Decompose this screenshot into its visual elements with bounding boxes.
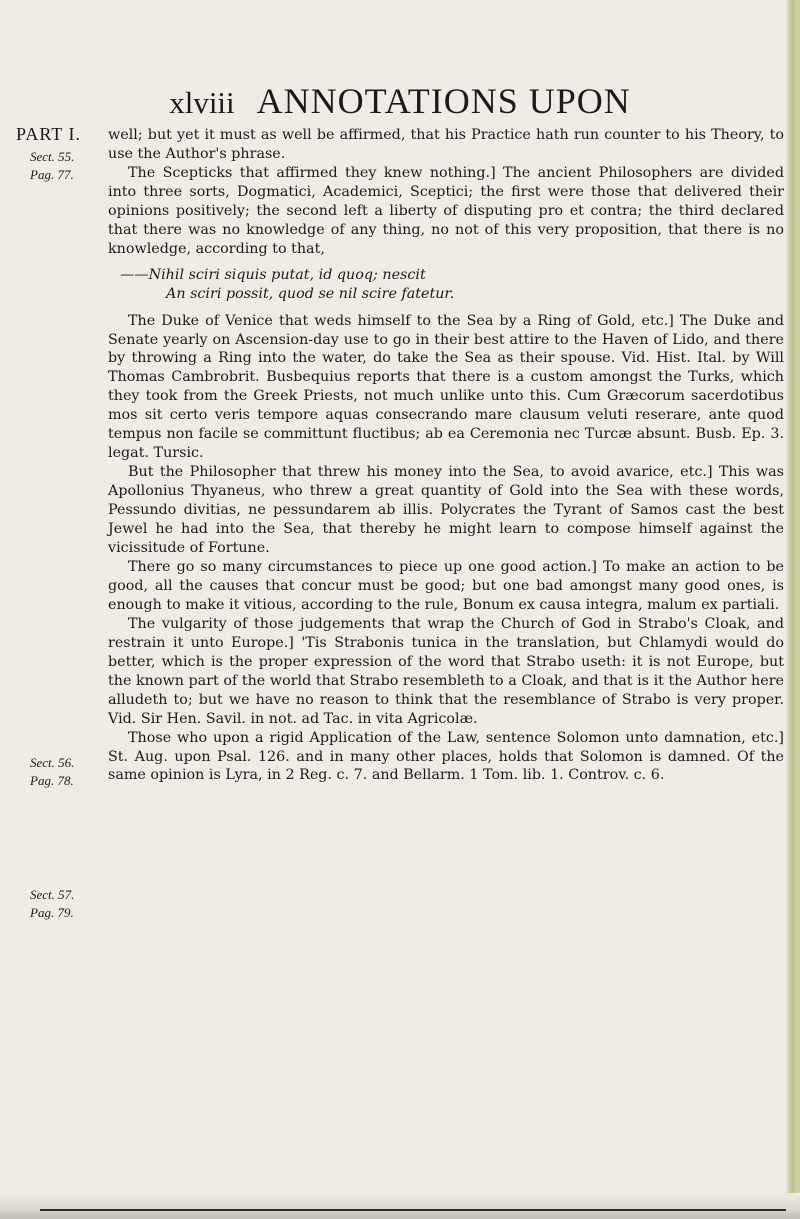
paragraph-venice: The Duke of Venice that weds himself to the Sea by a Ring of Gold, etc.] The Duke and Senate yearly on Ascension-day use to go in their best attire to the Haven of Lido, and there by throwing a Ring into the water, do take the Sea as their spouse. Vid. Hist. Ital. by Will Thomas Cambrobrit. Busbequius reports that there is a custom amongst the Turks, which they took from the Greek Priests, not much unlike unto this. Cum Græcorum sacerdotibus mos sit certo veris tempore aquas consecrando mare clausum veluti reserare, ante quod tempus non facile se committunt fluctibus; ab ea Ceremonia nec Turcæ absunt. Busb. Ep. 3. legat. Tursic. [108,312,784,462]
margin-pag-78: Pag. 78. [30,773,74,788]
page-number: xlviii [169,85,235,120]
paragraph-strabo: The vulgarity of those judgements that wrap the Church of God in Strabo's Cloak, and restrain it unto Europe.] 'Tis Strabonis tunica in the translation, but Chlamydi would do better, which is the proper expression of the word that Strabo useth: it is not Europe, but the known part of the world that Strabo resembleth to a Cloak, and that is it the Author here alludeth to; but we have no reason to think that the resemblance of Strabo is very proper. Vid. Sir Hen. Savil. in not. ad Tac. in vita Agricolæ. [108,615,784,727]
running-head [0,80,800,122]
margin-pag-77: Pag. 77. [30,167,74,182]
page-title: ANNOTATIONS UPON [256,81,631,121]
margin-sect-56: Sect. 56. [30,755,75,770]
quote-line-1: ——Nihil sciri siquis putat, id quoq; nescit [120,266,426,283]
body-text [108,126,784,785]
quote-line-2: An sciri possit, quod se nil scire fatetur. [166,285,455,302]
page-edge-right [786,0,800,1219]
margin-pag-79: Pag. 79. [30,905,74,920]
paragraph: well; but yet it must as well be affirmed, that his Practice hath run counter to his Theory, to use the Author's phrase. [108,127,784,162]
paragraph-solomon: Those who upon a rigid Application of the Law, sentence Solomon unto damnation, etc.] St. Aug. upon Psal. 126. and in many other places, holds that Solomon is damned. Of the same opinion is Lyra, in 2 Reg. c. 7. and Bellarm. 1 Tom. lib. 1. Controv. c. 6. [108,729,784,784]
paragraph-scepticks: The Scepticks that affirmed they knew nothing.] The ancient Philosophers are divided into three sorts, Dogmatici, Academici, Sceptici; the first were those that delivered their opinions positively; the second left a liberty of disputing pro et contra; the third declared that there was no knowledge of any thing, no not of this very proposition, that there is no knowledge, according to that, [108,164,784,257]
margin-sect-57: Sect. 57. [30,887,75,902]
margin-part: PART I. [16,124,81,144]
paragraph-circumstances: There go so many circumstances to piece up one good action.] To make an action to be good, all the causes that concur must be good; but one bad amongst many good ones, is enough to make it vitious, according to the rule, Bonum ex causa integra, malum ex partiali. [108,558,784,613]
paragraph-philosopher: But the Philosopher that threw his money into the Sea, to avoid avarice, etc.] This was Apollonius Thyaneus, who threw a great quantity of Gold into the Sea with these words, Pessundo divitias, ne pessundarem ab illis. Polycrates the Tyrant of Samos cast the best Jewel he had into the Sea, that thereby he might learn to compose himself against the vicissitude of Fortune. [108,464,784,557]
latin-quotation [108,266,784,304]
page-edge-bottom [0,1193,800,1219]
margin-sect-55: Sect. 55. [30,149,75,164]
